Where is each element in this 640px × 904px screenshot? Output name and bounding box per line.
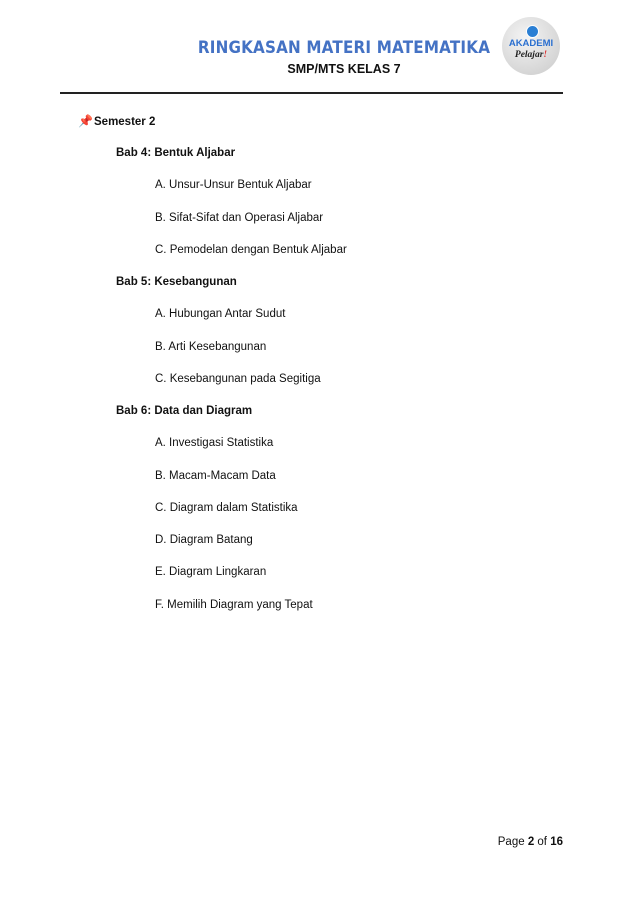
topic-item: B. Sifat-Sifat dan Operasi Aljabar — [155, 211, 324, 224]
akademi-pelajar-logo — [502, 17, 560, 75]
pushpin-icon: 📌 — [78, 114, 93, 128]
document-title: RINGKASAN MATERI MATEMATIKA — [197, 38, 491, 57]
semester-label: Semester 2 — [94, 116, 156, 128]
logo-globe-icon — [526, 25, 539, 38]
topic-item: B. Macam-Macam Data — [155, 469, 276, 482]
topic-item: C. Diagram dalam Statistika — [155, 501, 298, 514]
topic-item: F. Memilih Diagram yang Tepat — [155, 598, 313, 611]
topic-item: D. Diagram Batang — [155, 534, 253, 546]
chapter-heading: Bab 5: Kesebangunan — [116, 276, 237, 288]
chapter-heading: Bab 6: Data dan Diagram — [116, 405, 253, 417]
document-subtitle: SMP/MTS KELAS 7 — [287, 62, 401, 76]
topic-item: A. Unsur-Unsur Bentuk Aljabar — [155, 179, 312, 192]
topic-item: A. Investigasi Statistika — [155, 437, 274, 450]
chapter-heading: Bab 4: Bentuk Aljabar — [116, 147, 236, 159]
logo-text: AKADEMI — [508, 38, 554, 49]
topic-item: C. Kesebangunan pada Segitiga — [155, 372, 321, 385]
topic-item: B. Arti Kesebangunan — [155, 340, 267, 353]
topic-item: C. Pemodelan dengan Bentuk Aljabar — [155, 243, 347, 256]
logo-text-2: Pelajar! — [514, 50, 548, 60]
header-divider — [60, 92, 563, 94]
topic-item: A. Hubungan Antar Sudut — [155, 308, 286, 321]
semester-heading — [78, 114, 155, 129]
page-number: Page 2 of 16 — [497, 836, 563, 848]
topic-item: E. Diagram Lingkaran — [155, 566, 267, 579]
